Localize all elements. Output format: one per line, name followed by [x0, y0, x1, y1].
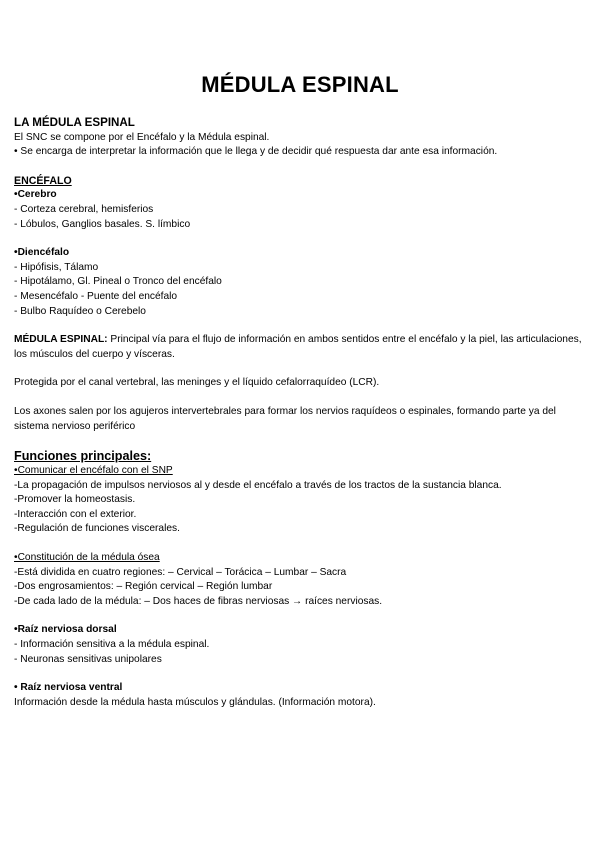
diencefalo-item: - Hipófisis, Tálamo: [14, 261, 99, 273]
comunicar-item: -Interacción con el exterior.: [14, 508, 137, 520]
diencefalo-item: - Bulbo Raquídeo o Cerebelo: [14, 305, 146, 317]
comunicar-item: -Regulación de funciones viscerales.: [14, 523, 180, 535]
raiz-ventral-text: Información desde la médula hasta músculos y glándulas. (Información motora).: [14, 696, 376, 708]
comunicar-label: •Comunicar el encéfalo con el SNP: [14, 465, 173, 477]
cerebro-label: •Cerebro: [14, 189, 57, 201]
raiz-dorsal-item: - Neuronas sensitivas unipolares: [14, 653, 162, 665]
cerebro-item: - Corteza cerebral, hemisferios: [14, 203, 154, 215]
medula-text: Principal vía para el flujo de información en ambos sentidos entre el encéfalo y la piel, las articulaciones, los músculos del cuerpo y vísceras.: [14, 334, 582, 360]
encefalo-heading: ENCÉFALO: [14, 174, 72, 187]
comunicar-item: -La propagación de impulsos nerviosos al y desde el encéfalo a través de los tractos de la sustancia blanca.: [14, 479, 502, 491]
raiz-dorsal-label: •Raíz nerviosa dorsal: [14, 624, 117, 636]
medula-paragraph: [14, 333, 586, 362]
constitucion-item: -Dos engrosamientos: – Región cervical – Región lumbar: [14, 581, 273, 593]
medula-protection: Protegida por el canal vertebral, las meninges y el líquido cefalorraquídeo (LCR).: [14, 377, 380, 389]
cerebro-item: - Lóbulos, Ganglios basales. S. límbico: [14, 218, 191, 230]
page-title: MÉDULA ESPINAL: [201, 72, 399, 97]
diencefalo-item: - Mesencéfalo - Puente del encéfalo: [14, 290, 178, 302]
raiz-dorsal-item: - Información sensitiva a la médula espinal.: [14, 639, 210, 651]
constitucion-label: •Constitución de la médula ósea: [14, 552, 160, 564]
medula-label: MÉDULA ESPINAL:: [14, 334, 108, 346]
intro-line: El SNC se compone por el Encéfalo y la Médula espinal.: [14, 131, 270, 143]
raiz-ventral-label: • Raíz nerviosa ventral: [14, 682, 123, 694]
diencefalo-label: •Diencéfalo: [14, 247, 70, 259]
comunicar-item: -Promover la homeostasis.: [14, 494, 136, 506]
intro-heading: LA MÉDULA ESPINAL: [14, 116, 135, 129]
diencefalo-item: - Hipotálamo, Gl. Pineal o Tronco del encéfalo: [14, 276, 222, 288]
constitucion-item: -Está dividida en cuatro regiones: – Cervical – Torácica – Lumbar – Sacra: [14, 566, 347, 578]
intro-line: • Se encarga de interpretar la información que le llega y de decidir qué respuesta dar ante esa información.: [14, 146, 498, 158]
funciones-heading: Funciones principales:: [14, 449, 152, 464]
medula-axons: Los axones salen por los agujeros intervertebrales para formar los nervios raquídeos o espinales, formando parte ya del sistema nervioso periférico: [14, 405, 556, 432]
document-body: [14, 116, 586, 710]
constitucion-item: -De cada lado de la médula: – Dos haces de fibras nerviosas → raíces nerviosas.: [14, 595, 383, 607]
